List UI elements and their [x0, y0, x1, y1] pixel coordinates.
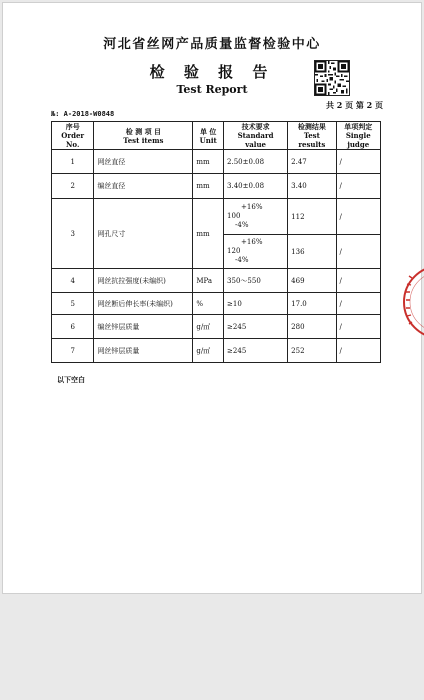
row-unit: g/㎡ — [193, 315, 224, 339]
nominal-value: 120 — [227, 247, 241, 255]
row-unit: mm — [193, 199, 224, 269]
table-row — [52, 269, 381, 293]
organization-name: 河北省丝网产品质量监督检验中心 — [103, 37, 321, 52]
row-standard-value: ≥245 — [224, 339, 288, 363]
row-test-result: 469 — [288, 269, 336, 293]
report-title: 检 验 报 告 — [149, 63, 275, 81]
row-standard-value: ≥10 — [224, 293, 288, 315]
row-order-no: 3 — [52, 199, 94, 269]
header-single-judge-en: Single judge — [345, 131, 371, 149]
tolerance-minus: -4% — [235, 256, 249, 264]
row-test-result: 112 — [288, 199, 336, 235]
row-standard-value — [224, 199, 288, 235]
header-standard-value — [224, 122, 288, 150]
row-test-result: 2.47 — [288, 150, 336, 174]
report-title-english: Test Report — [176, 83, 248, 96]
row-test-item: 网丝直径 — [94, 150, 193, 174]
row-order-no: 1 — [52, 150, 94, 174]
row-test-item: 编丝锌层质量 — [94, 315, 193, 339]
row-single-judge: / — [336, 293, 380, 315]
row-test-item: 网孔尺寸 — [94, 199, 193, 269]
row-single-judge: / — [336, 235, 380, 269]
row-test-item: 网丝断后伸长率(未编织) — [94, 293, 193, 315]
header-order-no-en: Order No. — [61, 131, 85, 149]
header-standard-value-cn: 技术要求 — [241, 122, 270, 131]
end-of-content-mark: 以下空白 — [57, 375, 85, 384]
table-row — [52, 293, 381, 315]
qr-code-icon — [314, 60, 350, 96]
header-unit-cn: 单 位 — [199, 126, 217, 136]
row-test-item: 网丝抗拉强度(未编织) — [94, 269, 193, 293]
table-row — [52, 174, 381, 199]
table-row — [52, 150, 381, 174]
row-unit: g/㎡ — [193, 339, 224, 363]
table-header-row — [52, 122, 381, 150]
report-number: №: A-2018-W0848 — [51, 110, 115, 118]
row-standard-value — [224, 235, 288, 269]
row-order-no: 7 — [52, 339, 94, 363]
header-unit-en: Unit — [199, 135, 217, 145]
row-test-result: 252 — [288, 339, 336, 363]
header-unit — [193, 122, 224, 150]
tolerance-plus: +16% — [241, 203, 263, 211]
row-unit: mm — [193, 174, 224, 199]
row-test-result: 3.40 — [288, 174, 336, 199]
row-test-item: 编丝直径 — [94, 174, 193, 199]
red-seal-stamp — [400, 262, 424, 342]
row-order-no: 2 — [52, 174, 94, 199]
nominal-value: 100 — [227, 212, 241, 220]
row-test-result: 136 — [288, 235, 336, 269]
table-row — [52, 339, 381, 363]
header-standard-value-en: Standard value — [237, 131, 274, 149]
row-standard-value: ≥245 — [224, 315, 288, 339]
row-order-no: 6 — [52, 315, 94, 339]
row-single-judge: / — [336, 199, 380, 235]
header-test-items-en: Test items — [123, 135, 164, 145]
row-order-no: 5 — [52, 293, 94, 315]
row-standard-value: 2.50±0.08 — [224, 150, 288, 174]
row-unit: mm — [193, 150, 224, 174]
row-test-item: 网丝锌层质量 — [94, 339, 193, 363]
row-single-judge: / — [336, 174, 380, 199]
page-indicator: 共 2 页 第 2 页 — [325, 100, 383, 110]
header-single-judge-cn: 单项判定 — [344, 122, 373, 131]
header-test-results-cn: 检测结果 — [297, 122, 326, 131]
header-single-judge — [336, 122, 380, 150]
row-unit: % — [193, 293, 224, 315]
table-row — [52, 315, 381, 339]
tolerance-minus: -4% — [235, 221, 249, 229]
row-order-no: 4 — [52, 269, 94, 293]
row-unit: MPa — [193, 269, 224, 293]
tolerance-plus: +16% — [241, 238, 263, 246]
row-test-result: 280 — [288, 315, 336, 339]
row-single-judge: / — [336, 339, 380, 363]
header-test-items — [94, 122, 193, 150]
row-standard-value: 350～550 — [224, 269, 288, 293]
table-row — [52, 199, 381, 235]
row-single-judge: / — [336, 269, 380, 293]
header-test-items-cn: 检 测 项 目 — [125, 126, 162, 136]
header-test-results — [288, 122, 336, 150]
test-results-table — [51, 121, 381, 363]
row-single-judge: / — [336, 150, 380, 174]
header-order-no-cn: 序号 — [65, 122, 80, 131]
header-test-results-en: Test results — [298, 131, 326, 149]
report-page — [3, 3, 421, 593]
row-standard-value: 3.40±0.08 — [224, 174, 288, 199]
header-order-no — [52, 122, 94, 150]
row-single-judge: / — [336, 315, 380, 339]
row-test-result: 17.0 — [288, 293, 336, 315]
